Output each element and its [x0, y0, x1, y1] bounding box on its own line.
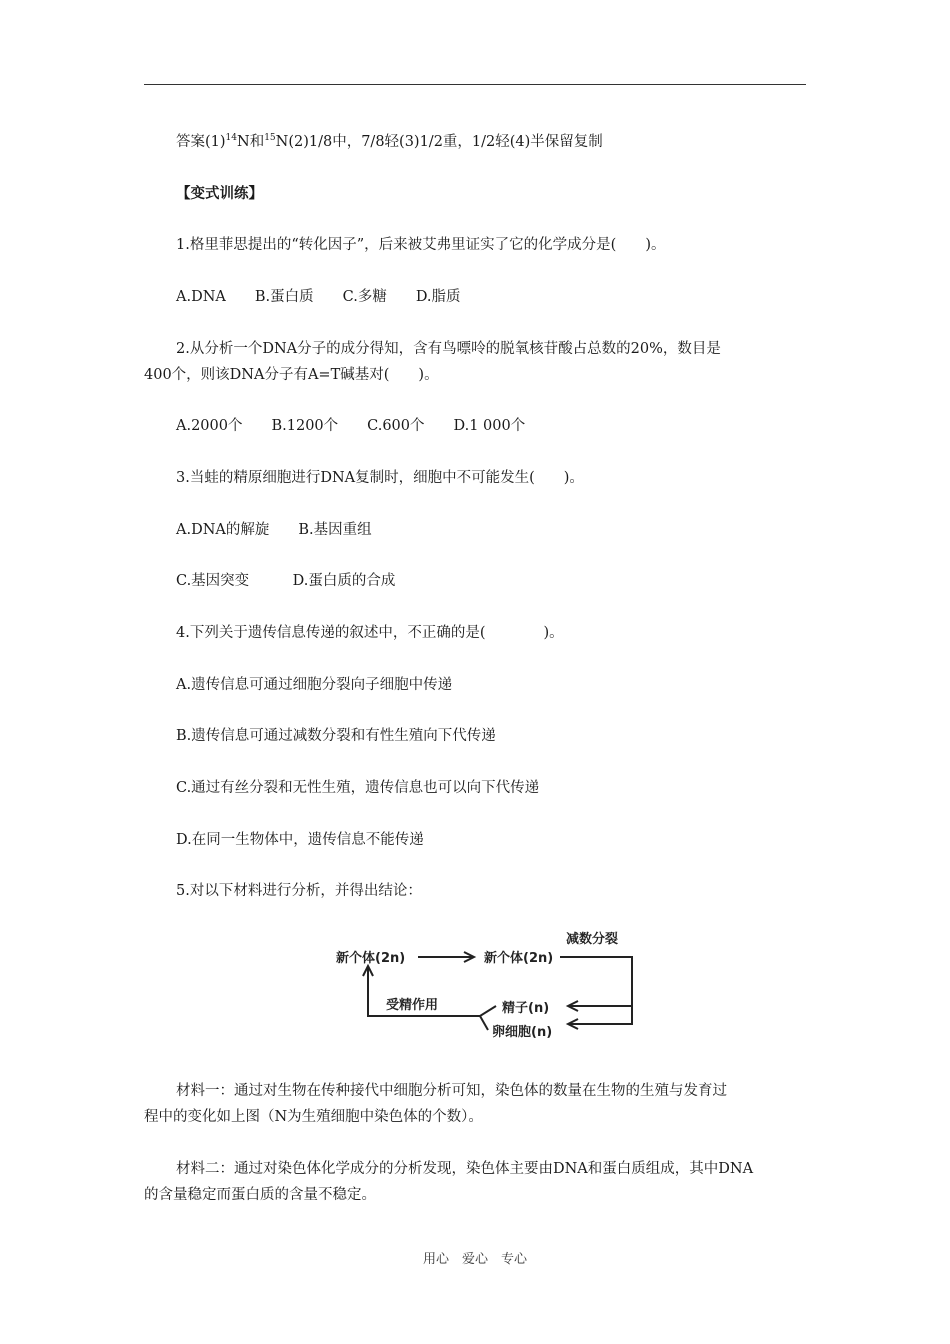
- material-1-line1: 材料一：通过对生物在传种接代中细胞分析可知，染色体的数量在生物的生殖与发育过: [176, 1083, 727, 1099]
- header-rule: [144, 84, 806, 85]
- diagram-egg: 卵细胞(n): [492, 1025, 553, 1040]
- question-4-option-d: D.在同一生物体中，遗传信息不能传递: [176, 832, 424, 848]
- question-4-stem: 4.下列关于遗传信息传递的叙述中，不正确的是( )。: [176, 625, 564, 641]
- diagram-left-node: 新个体(2n): [336, 951, 406, 966]
- diagram-meiosis-label: 减数分裂: [566, 932, 619, 947]
- question-4-option-b: B.遗传信息可通过减数分裂和有性生殖向下代传递: [176, 728, 496, 744]
- material-2-line1: 材料二：通过对染色体化学成分的分析发现，染色体主要由DNA和蛋白质组成，其中DNA: [176, 1161, 754, 1177]
- question-2-stem-cont: 400个，则该DNA分子有A=T碱基对( )。: [144, 367, 439, 383]
- life-cycle-diagram: [330, 928, 640, 1046]
- section-title: 【变式训练】: [176, 185, 263, 202]
- question-4-option-c: C.通过有丝分裂和无性生殖，遗传信息也可以向下代传递: [176, 780, 540, 796]
- question-3-stem: 3.当蛙的精原细胞进行DNA复制时，细胞中不可能发生( )。: [176, 470, 584, 486]
- question-2-stem: 2.从分析一个DNA分子的成分得知，含有鸟嘌呤的脱氧核苷酸占总数的20%，数目是: [176, 341, 721, 357]
- diagram-sperm: 精子(n): [502, 1001, 550, 1016]
- question-5-stem: 5.对以下材料进行分析，并得出结论：: [176, 883, 422, 899]
- diagram-fertilization-label: 受精作用: [386, 998, 439, 1013]
- question-2-options: A.2000个 B.1200个 C.600个 D.1 000个: [176, 418, 526, 434]
- answer-line: 答案$(1)^{14}N$和$^{15}$N(2)1/8中，7/8轻(3)1/2重，1/2轻(4)半保留复制: [176, 133, 603, 150]
- diagram-right-node: 新个体(2n): [484, 951, 554, 966]
- question-1-options: A.DNA B.蛋白质 C.多糖 D.脂质: [176, 289, 461, 305]
- page-footer: 用心 爱心 专心: [422, 1252, 527, 1267]
- question-4-option-a: A.遗传信息可通过细胞分裂向子细胞中传递: [176, 677, 453, 693]
- meiosis-path: [560, 957, 632, 1024]
- question-3-options-row2: C.基因突变 D.蛋白质的合成: [176, 573, 396, 589]
- fertilization-path-egg: [480, 1016, 488, 1030]
- question-1-stem: 1.格里菲思提出的“转化因子”，后来被艾弗里证实了它的化学成分是( )。: [176, 237, 666, 253]
- question-3-options-row1: A.DNA的解旋 B.基因重组: [176, 522, 372, 538]
- material-2-line2: 的含量稳定而蛋白质的含量不稳定。: [144, 1187, 376, 1203]
- material-1-line2: 程中的变化如上图（N为生殖细胞中染色体的个数）。: [144, 1109, 483, 1125]
